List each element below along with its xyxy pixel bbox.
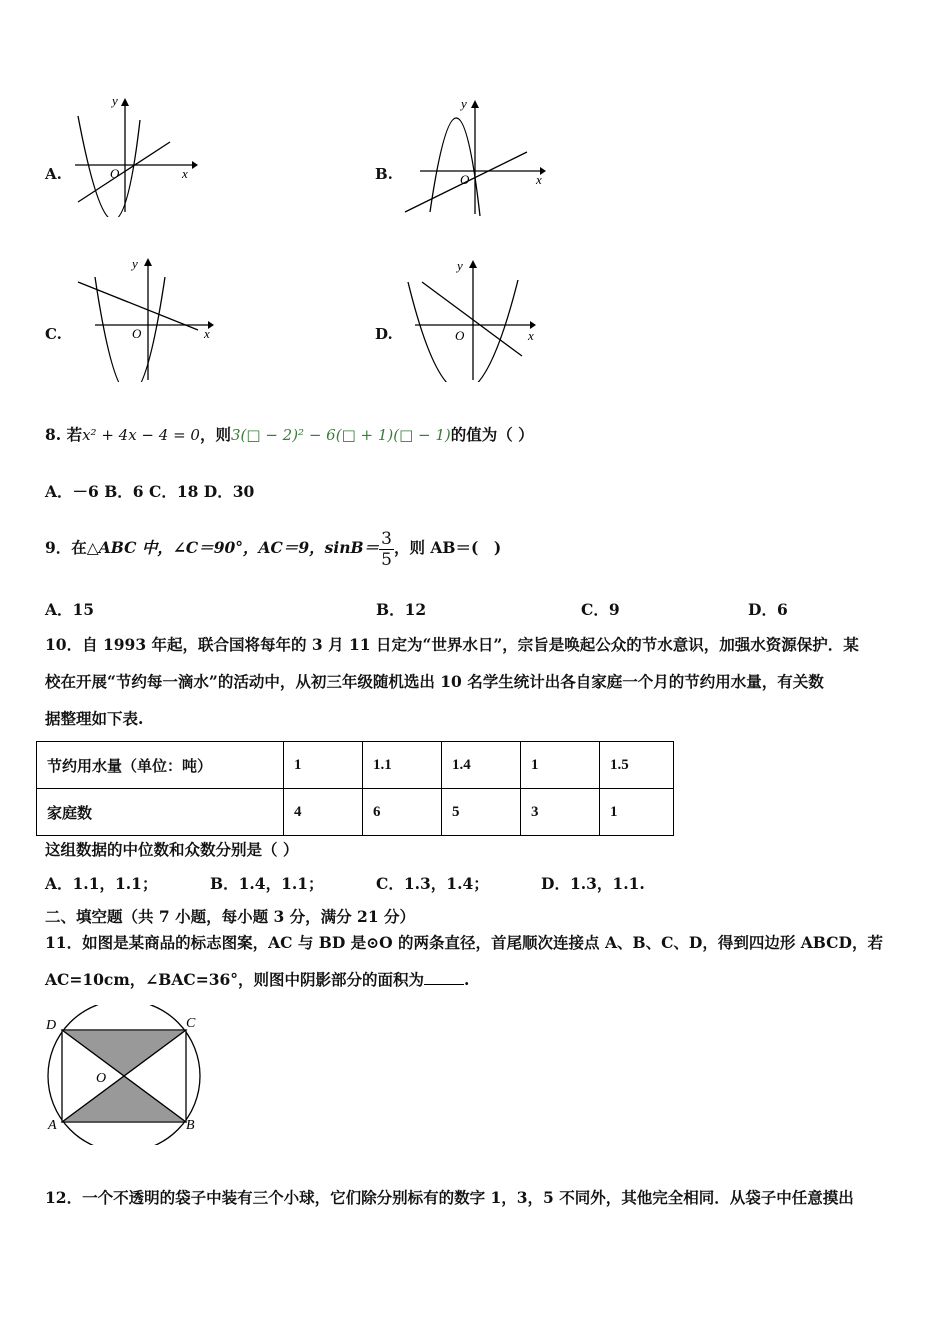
q9-option-c: C．9 bbox=[581, 600, 620, 619]
table-cell: 4 bbox=[284, 789, 363, 836]
option-d-label: D. bbox=[375, 325, 393, 343]
svg-text:O: O bbox=[460, 172, 470, 187]
label-c: C bbox=[186, 1016, 196, 1031]
table-cell: 家庭数 bbox=[37, 789, 284, 836]
q8-line: 8. 若x² + 4x − 4 = 0，则3(□ − 2)² − 6(□ + 1)(□ − 1)的值为（ ） bbox=[45, 425, 534, 444]
q11-figure bbox=[40, 1005, 210, 1145]
table-cell: 5 bbox=[442, 789, 521, 836]
graph-b bbox=[400, 92, 555, 217]
parabola bbox=[78, 116, 140, 217]
option-c-label: C. bbox=[45, 325, 62, 343]
q10-table bbox=[36, 741, 674, 836]
line bbox=[78, 282, 198, 330]
q10-option-a: A．1.1，1.1； bbox=[45, 874, 158, 893]
x-label: x bbox=[182, 166, 188, 181]
svg-text:x: x bbox=[536, 172, 542, 187]
q10-option-c: C．1.3，1.4； bbox=[376, 874, 489, 893]
svg-text:O: O bbox=[132, 326, 142, 341]
table-cell: 1.1 bbox=[363, 742, 442, 789]
graph-a bbox=[70, 92, 200, 217]
section-heading: 二、填空题（共 7 小题，每小题 3 分，满分 21 分） bbox=[45, 907, 416, 926]
answer-blank bbox=[424, 970, 464, 985]
q10-question: 这组数据的中位数和众数分别是（ ） bbox=[45, 840, 299, 859]
option-b-label: B. bbox=[375, 165, 393, 183]
q8-expression: 3(□ − 2)² − 6(□ + 1)(□ − 1) bbox=[230, 426, 451, 444]
q11-line2: AC=10cm，∠BAC=36°，则图中阴影部分的面积为 . bbox=[45, 970, 470, 989]
label-b: B bbox=[186, 1118, 195, 1133]
y-arrow bbox=[121, 98, 129, 106]
table-cell: 1.5 bbox=[600, 742, 674, 789]
svg-text:y: y bbox=[461, 96, 467, 111]
origin-label: O bbox=[110, 166, 120, 181]
table-cell: 1.4 bbox=[442, 742, 521, 789]
svg-text:x: x bbox=[528, 328, 534, 343]
line bbox=[405, 152, 527, 212]
q9-line: 9．在△ABC 中，∠C＝90°，AC＝9，sinB＝ $\frac{3}{5}$ ，则 AB＝( ) bbox=[45, 528, 502, 570]
graph-c bbox=[70, 252, 220, 382]
q10-line1: 10．自 1993 年起，联合国将每年的 3 月 11 日定为“世界水日”，宗旨是唤起公众的节水意识，加强水资源保护．某 bbox=[45, 635, 859, 654]
q8-options: A．－6 B．6 C．18 D．30 bbox=[45, 482, 255, 501]
q9-option-a: A．15 bbox=[45, 600, 95, 619]
q12-line1: 12．一个不透明的袋子中装有三个小球，它们除分别标有的数字 1，3，5 不同外，其他完全相同．从袋子中任意摸出 bbox=[45, 1188, 854, 1207]
option-a-label: A. bbox=[45, 165, 62, 183]
table-row bbox=[37, 742, 674, 789]
q9-option-b: B．12 bbox=[376, 600, 427, 619]
table-cell: 3 bbox=[521, 789, 600, 836]
table-cell: 节约用水量（单位：吨） bbox=[37, 742, 284, 789]
table-cell: 1 bbox=[284, 742, 363, 789]
graph-d bbox=[400, 252, 550, 382]
x-arrow bbox=[192, 161, 198, 169]
q10-option-b: B．1.4，1.1； bbox=[210, 874, 324, 893]
q10-line3: 据整理如下表. bbox=[45, 709, 144, 728]
svg-text:y: y bbox=[132, 256, 138, 271]
parabola bbox=[430, 118, 480, 216]
table-cell: 1 bbox=[521, 742, 600, 789]
svg-text:y: y bbox=[457, 258, 463, 273]
q9-fraction: $\frac{3}{5}$ bbox=[381, 528, 392, 570]
q9-option-d: D．6 bbox=[748, 600, 788, 619]
q10-option-d: D．1.3，1.1. bbox=[541, 874, 645, 893]
q9-condition: △ABC 中，∠C＝90°，AC＝9，sinB＝ bbox=[86, 538, 380, 557]
y-label: y bbox=[112, 93, 118, 108]
q11-line1: 11．如图是某商品的标志图案，AC 与 BD 是⊙O 的两条直径，首尾顺次连接点 A、B、C、D，得到四边形 ABCD，若 bbox=[45, 933, 883, 952]
line bbox=[78, 142, 170, 202]
table-cell: 1 bbox=[600, 789, 674, 836]
label-d: D bbox=[46, 1018, 57, 1033]
q8-equation: x² + 4x − 4 = 0 bbox=[82, 426, 200, 444]
svg-text:x: x bbox=[204, 326, 210, 341]
table-cell: 6 bbox=[363, 789, 442, 836]
label-o: O bbox=[96, 1071, 107, 1086]
table-row bbox=[37, 789, 674, 836]
q10-line2: 校在开展“节约每一滴水”的活动中，从初三年级随机选出 10 名学生统计出各自家庭一个月的节约用水量，有关数 bbox=[45, 672, 824, 691]
svg-text:O: O bbox=[455, 328, 465, 343]
label-a: A bbox=[48, 1118, 57, 1133]
